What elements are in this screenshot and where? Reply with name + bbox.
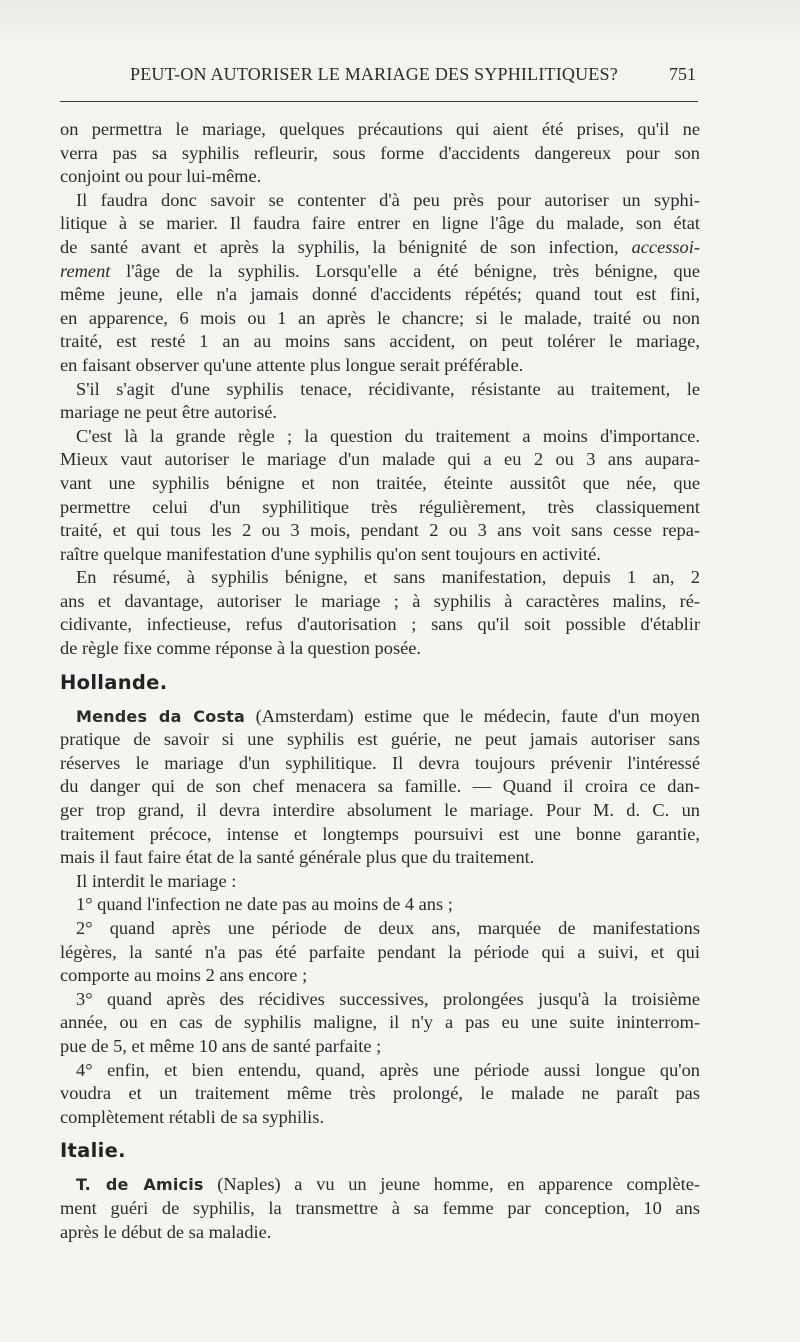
text-line: même jeune, elle n'a jamais donné d'accidents répétés; quand tout est fini, (60, 284, 700, 305)
text-line: verra pas sa syphilis refleurir, sous forme d'accidents dangereux pour son (60, 142, 700, 163)
text-line: en apparence, 6 mois ou 1 an après le chancre; si le malade, traité ou non (60, 307, 700, 328)
text-line: Il faudra donc savoir se contenter d'à peu près pour autoriser un syphi- (76, 189, 700, 210)
list-item (60, 1059, 700, 1130)
text-line: pratique de savoir si une syphilis est guérie, ne peut jamais autoriser sans (60, 729, 700, 750)
section-heading-hollande: Hollande. (60, 670, 168, 694)
text-line: ans et davantage, autoriser le mariage ; à syphilis à caractères malins, ré- (60, 590, 700, 611)
page-number: 751 (669, 64, 696, 84)
paragraph (60, 425, 700, 567)
list-item (60, 893, 700, 917)
text-line: 2° quand après une période de deux ans, marquée de manifestations (76, 918, 700, 938)
text-line: ment guéri de syphilis, la transmettre à sa femme par conception, 10 ans (60, 1197, 700, 1218)
header-rule (60, 101, 698, 102)
list-item (60, 988, 700, 1059)
text-line: 3° quand après des récidives successives, prolongées jusqu'à la troisième (76, 988, 700, 1009)
text-line: mariage ne peut être autorisé. (60, 402, 278, 423)
author-name: T. de Amicis (76, 1175, 204, 1195)
text-line: légères, la santé n'a pas été parfaite pendant la période qui a suivi, et qui (60, 941, 700, 962)
text-line: réserves le mariage d'un syphilitique. Il devra toujours prévenir l'intéressé (60, 752, 700, 773)
text-line: 4° enfin, et bien entendu, quand, après une période aussi longue qu'on (76, 1059, 700, 1080)
paragraph (60, 378, 700, 425)
body-text (60, 118, 700, 1244)
text-line: ger trop grand, il devra interdire absolument le mariage. Pour M. d. C. un (60, 800, 700, 821)
text-line: cidivante, infectieuse, refus d'autorisation ; sans qu'il soit possible d'établir (60, 614, 700, 635)
text-line: du danger qui de son chef menacera sa famille. — Quand il croira ce dan- (60, 776, 700, 797)
text-line: après le début de sa maladie. (60, 1221, 272, 1242)
text-line: voudra et un traitement même très prolongé, le malade ne paraît pas (60, 1083, 700, 1104)
italic-term: accessoi- (631, 236, 700, 257)
paragraph (60, 705, 700, 870)
text-line: complètement rétabli de sa syphilis. (60, 1106, 325, 1127)
text-line: vant une syphilis bénigne et non traitée, éteinte aussitôt que née, que (60, 472, 700, 493)
text-line: en faisant observer qu'une attente plus longue serait préférable. (60, 354, 524, 375)
author-name: Mendes da Costa (76, 706, 246, 726)
paragraph (60, 118, 700, 189)
text-line (60, 1173, 700, 1197)
text-span: de santé avant et après la syphilis, la bénignité de son infection, (60, 236, 619, 257)
text-line: Mieux vaut autoriser le mariage d'un malade qui a eu 2 ou 3 ans aupara- (60, 449, 700, 470)
text-line: traité, et qui tous les 2 ou 3 mois, pendant 2 ou 3 ans voit sans cesse repa- (60, 520, 700, 541)
text-line: litique à se marier. Il faudra faire entrer en ligne l'âge du malade, son état (60, 213, 700, 234)
paragraph (60, 1173, 700, 1244)
text-line: de règle fixe comme réponse à la question posée. (60, 638, 422, 659)
text-line: En résumé, à syphilis bénigne, et sans manifestation, depuis 1 an, 2 (76, 567, 700, 588)
text-line: 1° quand l'infection ne date pas au moins de 4 ans ; (76, 894, 453, 915)
text-line: on permettra le mariage, quelques précautions qui aient été prises, qu'il ne (60, 119, 700, 139)
text-line: C'est là la grande règle ; la question du traitement a moins d'importance. (76, 425, 700, 446)
running-head (60, 64, 700, 88)
text-line: Il interdit le mariage : (76, 870, 237, 891)
paragraph (60, 189, 700, 378)
text-line: traitement précoce, intense et longtemps poursuivi est une bonne garantie, (60, 823, 700, 844)
italic-term: rement (60, 260, 111, 281)
text-line (60, 236, 700, 260)
running-title: PEUT-ON AUTORISER LE MARIAGE DES SYPHILITIQUES? (130, 64, 618, 84)
text-span: (Amsterdam) estime que le médecin, faute d'un moyen (245, 705, 700, 726)
text-line: S'il s'agit d'une syphilis tenace, récidivante, résistante au traitement, le (76, 378, 700, 399)
text-line: raître quelque manifestation d'une syphilis qu'on sent toujours en activité. (60, 543, 601, 564)
paragraph (60, 870, 700, 894)
text-line: année, ou en cas de syphilis maligne, il n'y a pas eu une suite ininterrom- (60, 1012, 700, 1033)
text-line: mais il faut faire état de la santé générale plus que du traitement. (60, 847, 535, 868)
list-item (60, 917, 700, 988)
text-line: pue de 5, et même 10 ans de santé parfaite ; (60, 1035, 382, 1056)
paragraph (60, 566, 700, 660)
text-line: traité, est resté 1 an au moins sans accident, on peut tolérer le mariage, (60, 331, 700, 352)
text-span: (Naples) a vu un jeune homme, en apparence complète- (203, 1174, 700, 1195)
text-line (60, 260, 700, 284)
text-span: l'âge de la syphilis. Lorsqu'elle a été bénigne, très bénigne, que (110, 260, 700, 281)
text-line (60, 705, 700, 729)
text-line: comporte au moins 2 ans encore ; (60, 965, 308, 986)
text-line: conjoint ou pour lui-même. (60, 166, 262, 187)
text-line: permettre celui d'un syphilitique très régulièrement, très classiquement (60, 496, 700, 517)
section-heading-italie: Italie. (60, 1139, 126, 1163)
